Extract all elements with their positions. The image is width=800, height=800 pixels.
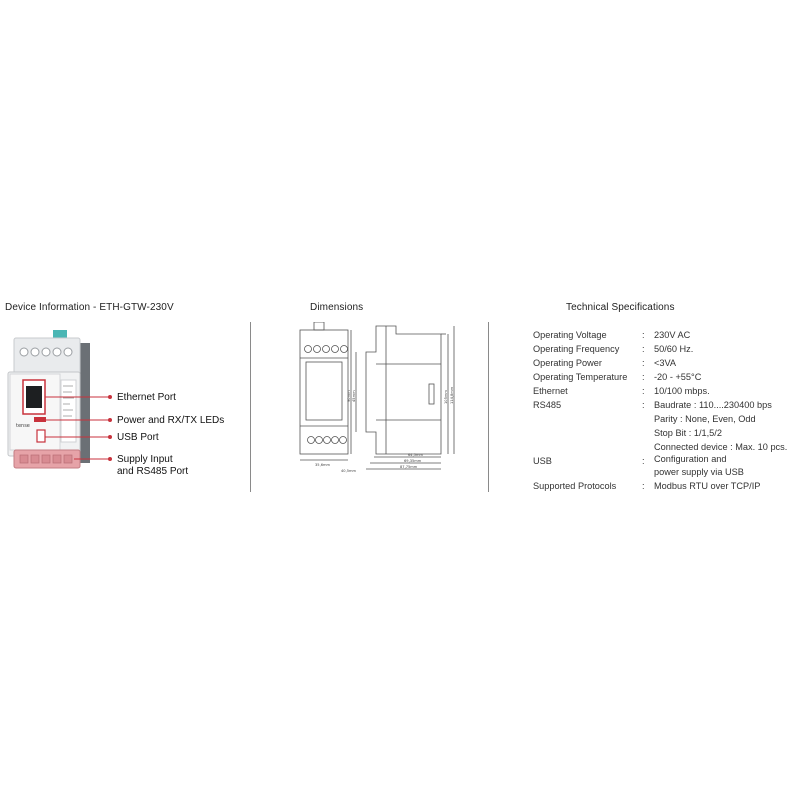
device-info-title: Device Information - ETH-GTW-230V (5, 302, 174, 313)
device-info-panel (0, 325, 250, 485)
spec-value (654, 479, 798, 493)
spec-value (654, 370, 798, 384)
spec-label: Ethernet (533, 386, 568, 396)
spec-row (533, 454, 798, 479)
dimensions-drawing (296, 322, 461, 482)
spec-separator: : (642, 372, 645, 382)
spec-value (654, 342, 798, 356)
spec-value-line: Modbus RTU over TCP/IP (654, 481, 761, 491)
spec-row (533, 356, 798, 370)
spec-row (533, 479, 798, 493)
spec-value-line: -20 - +55°C (654, 372, 702, 382)
spec-separator: : (642, 400, 645, 410)
spec-value-line: <3VA (654, 358, 677, 368)
spec-value (654, 454, 798, 479)
spec-value-line: Configuration and (654, 454, 727, 464)
spec-value (654, 398, 798, 454)
spec-label: Supported Protocols (533, 481, 617, 491)
spec-label: RS485 (533, 400, 562, 410)
spec-row (533, 370, 798, 384)
dim-height-5: 40,5mm (341, 469, 357, 473)
spec-value-line: Stop Bit : 1/1,5/2 (654, 428, 722, 438)
spec-value-line: 10/100 mbps. (654, 386, 710, 396)
spec-value-line: Baudrate : 110....230400 bps (654, 400, 772, 410)
dimensions-title: Dimensions (310, 302, 364, 313)
dim-depth-3: 87,75mm (400, 465, 418, 469)
spec-value (654, 328, 798, 342)
spec-value (654, 356, 798, 370)
dim-height-1: 90mm (347, 390, 351, 402)
dim-height-4: 114,8mm (450, 386, 454, 404)
spec-value-line: Connected device : Max. 10 pcs. (654, 442, 788, 452)
spec-label: USB (533, 456, 552, 466)
spec-row (533, 384, 798, 398)
technical-specifications-title: Technical Specifications (566, 302, 675, 313)
callout-rs485-port: and RS485 Port (117, 466, 189, 477)
dim-depth-1: 64,5mm (408, 453, 424, 457)
dim-front-width: 35,6mm (315, 463, 331, 467)
section-divider (250, 322, 251, 492)
spec-separator: : (642, 386, 645, 396)
spec-label: Operating Voltage (533, 330, 607, 340)
spec-value (654, 384, 798, 398)
spec-value-line: 50/60 Hz. (654, 344, 694, 354)
dim-height-2: 45mm (352, 390, 356, 402)
section-divider (488, 322, 489, 492)
spec-separator: : (642, 344, 645, 354)
spec-row (533, 328, 798, 342)
callout-ethernet-port: Ethernet Port (117, 392, 176, 403)
spec-value-line: Parity : None, Even, Odd (654, 414, 756, 424)
spec-label: Operating Power (533, 358, 602, 368)
spec-value-line: power supply via USB (654, 467, 744, 477)
spec-label: Operating Frequency (533, 344, 620, 354)
spec-label: Operating Temperature (533, 372, 628, 382)
spec-value-line: 230V AC (654, 330, 691, 340)
spec-separator: : (642, 456, 645, 466)
spec-separator: : (642, 358, 645, 368)
specs-table (533, 328, 798, 493)
spec-row (533, 398, 798, 454)
spec-separator: : (642, 330, 645, 340)
dim-depth-2: 69,35mm (404, 459, 422, 463)
callout-power-leds: Power and RX/TX LEDs (117, 415, 225, 426)
device-brand-text: tense (16, 423, 30, 429)
spec-separator: : (642, 481, 645, 491)
spec-row (533, 342, 798, 356)
dim-height-3: 105mm (444, 390, 448, 404)
callout-supply-input: Supply Input (117, 454, 173, 465)
callout-usb-port: USB Port (117, 432, 159, 443)
